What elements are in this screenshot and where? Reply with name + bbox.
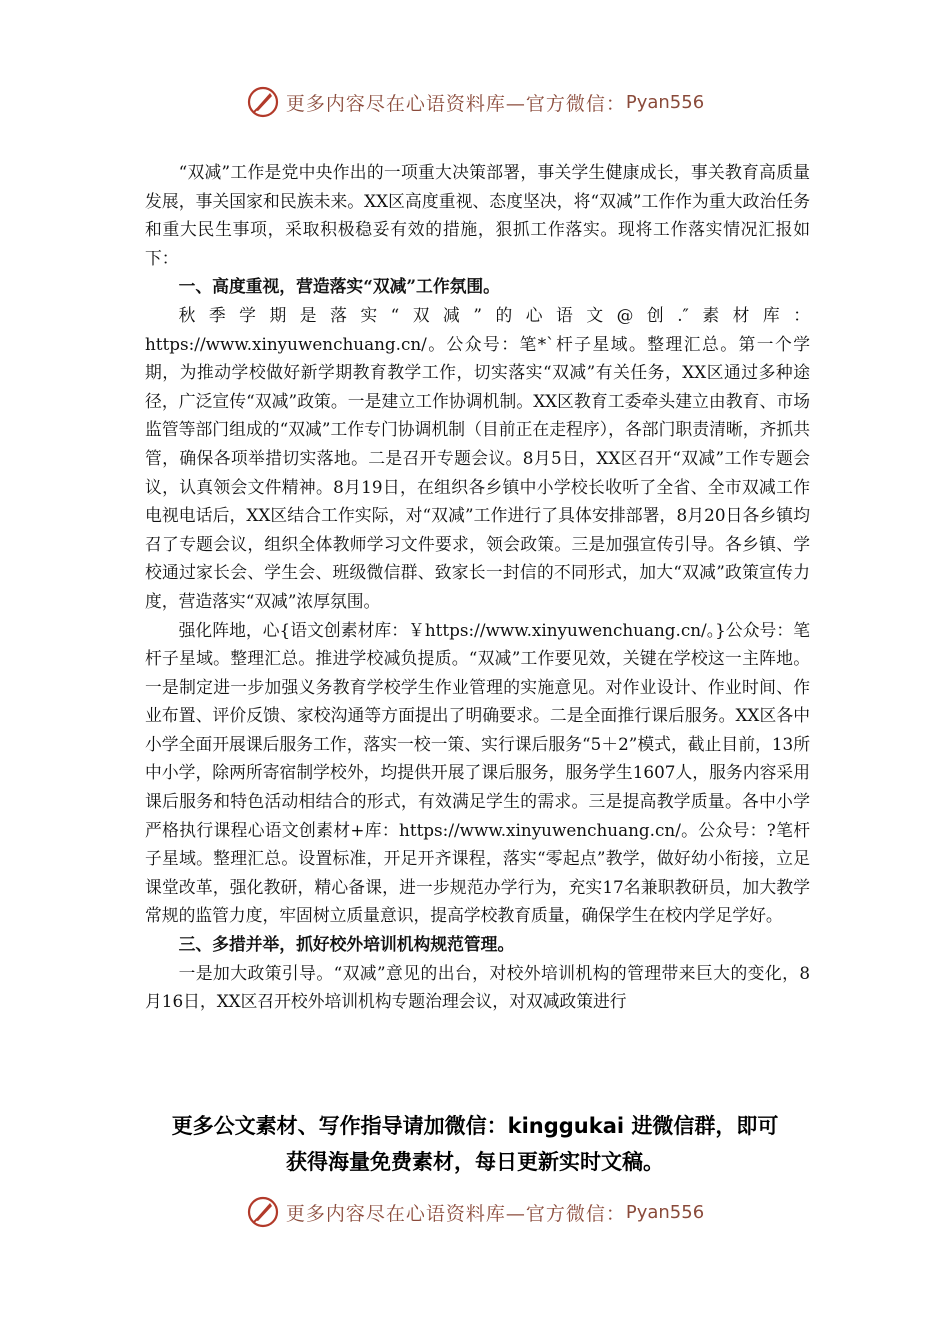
header-watermark-banner [0, 82, 950, 122]
body-paragraph: 一是加大政策引导。“双减”意见的出台，对校外培训机构的管理带来巨大的变化，8月16日，XX区召开校外培训机构专题治理会议，对双减政策进行 [145, 962, 810, 1012]
footer-watermark-banner [0, 1192, 950, 1232]
promo-line-2: 获得海量免费素材，每日更新实时文稿。 [286, 1150, 664, 1174]
promo-notice [120, 1108, 830, 1180]
quill-logo-icon [246, 1195, 280, 1229]
banner-text: 更多内容尽在心语资料库—官方微信： [285, 1202, 626, 1225]
quill-logo-icon [246, 85, 280, 119]
promo-line-1: 更多公文素材、写作指导请加微信：kinggukai 进微信群，即可 [171, 1114, 779, 1138]
intro-paragraph: “双减”工作是党中央作出的一项重大决策部署，事关学生健康成长，事关教育高质量发展，事关国家和民族未来。XX区高度重视、态度坚决，将“双减”工作作为重大政治任务和重大民生事项，采取积极稳妥有效的措施，狠抓工作落实。现将工作落实情况汇报如下： [145, 162, 810, 268]
banner-contact: Pyan556 [625, 1201, 705, 1223]
body-paragraph: 秋季学期是落实“双减”的心语文@创.″素材库：https://www.xinyuwenchuang.cn/。公众号：笔*`杆子星域。整理汇总。第一个学期，为推动学校做好新学期教育教学工作，切实落实“双减”有关任务，XX区通过多种途径，广泛宣传“双减”政策。一是建立工作协调机制。XX区教育工委牵头建立由教育、市场监管等部门组成的“双减”工作专门协调机制（目前正在走程序），各部门职责清晰，齐抓共管，确保各项举措切实落地。二是召开专题会议。8月5日，XX区召开“双减”工作专题会议，认真领会文件精神。8月19日，在组织各乡镇中小学校长收听了全省、全市双减工作电视电话后，XX区结合工作实际，对“双减”工作进行了具体安排部署，8月20日各乡镇均召了专题会议，组织全体教师学习文件要求，领会政策。三是加强宣传引导。各乡镇、学校通过家长会、学生会、班级微信群、致家长一封信的不同形式，加大“双减”政策宣传力度，营造落实“双减”浓厚氛围。 [145, 304, 810, 611]
document-body [145, 158, 810, 1016]
banner-contact: Pyan556 [625, 91, 705, 113]
section-heading-3: 三、多措并举，抓好校外培训机构规范管理。 [178, 934, 515, 955]
body-paragraph: 强化阵地，心{语文创素材库：￥https://www.xinyuwenchuang.cn/。}公众号：笔杆子星域。整理汇总。推进学校减负提质。“双减”工作要见效，关键在学校这一主阵地。一是制定进一步加强义务教育学校学生作业管理的实施意见。对作业设计、作业时间、作业布置、评价反馈、家校沟通等方面提出了明确要求。二是全面推行课后服务。XX区各中小学全面开展课后服务工作，落实一校一策、实行课后服务“5＋2”模式，截止目前，13所中小学，除两所寄宿制学校外，均提供开展了课后服务，服务学生1607人，服务内容采用课后服务和特色活动相结合的形式，有效满足学生的需求。三是提高教学质量。各中小学严格执行课程心语文创素材+库：https://www.xinyuwenchuang.cn/。公众号：?笔杆子星域。整理汇总。设置标准，开足开齐课程，落实“零起点”教学，做好幼小衔接，立足课堂改革，强化教研，精心备课，进一步规范办学行为，充实17名兼职教研员，加大教学常规的监管力度，牢固树立质量意识，提高学校教育质量，确保学生在校内学足学好。 [145, 619, 810, 926]
section-heading-1: 一、高度重视，营造落实“双减”工作氛围。 [178, 276, 500, 297]
banner-text: 更多内容尽在心语资料库—官方微信： [285, 92, 626, 115]
